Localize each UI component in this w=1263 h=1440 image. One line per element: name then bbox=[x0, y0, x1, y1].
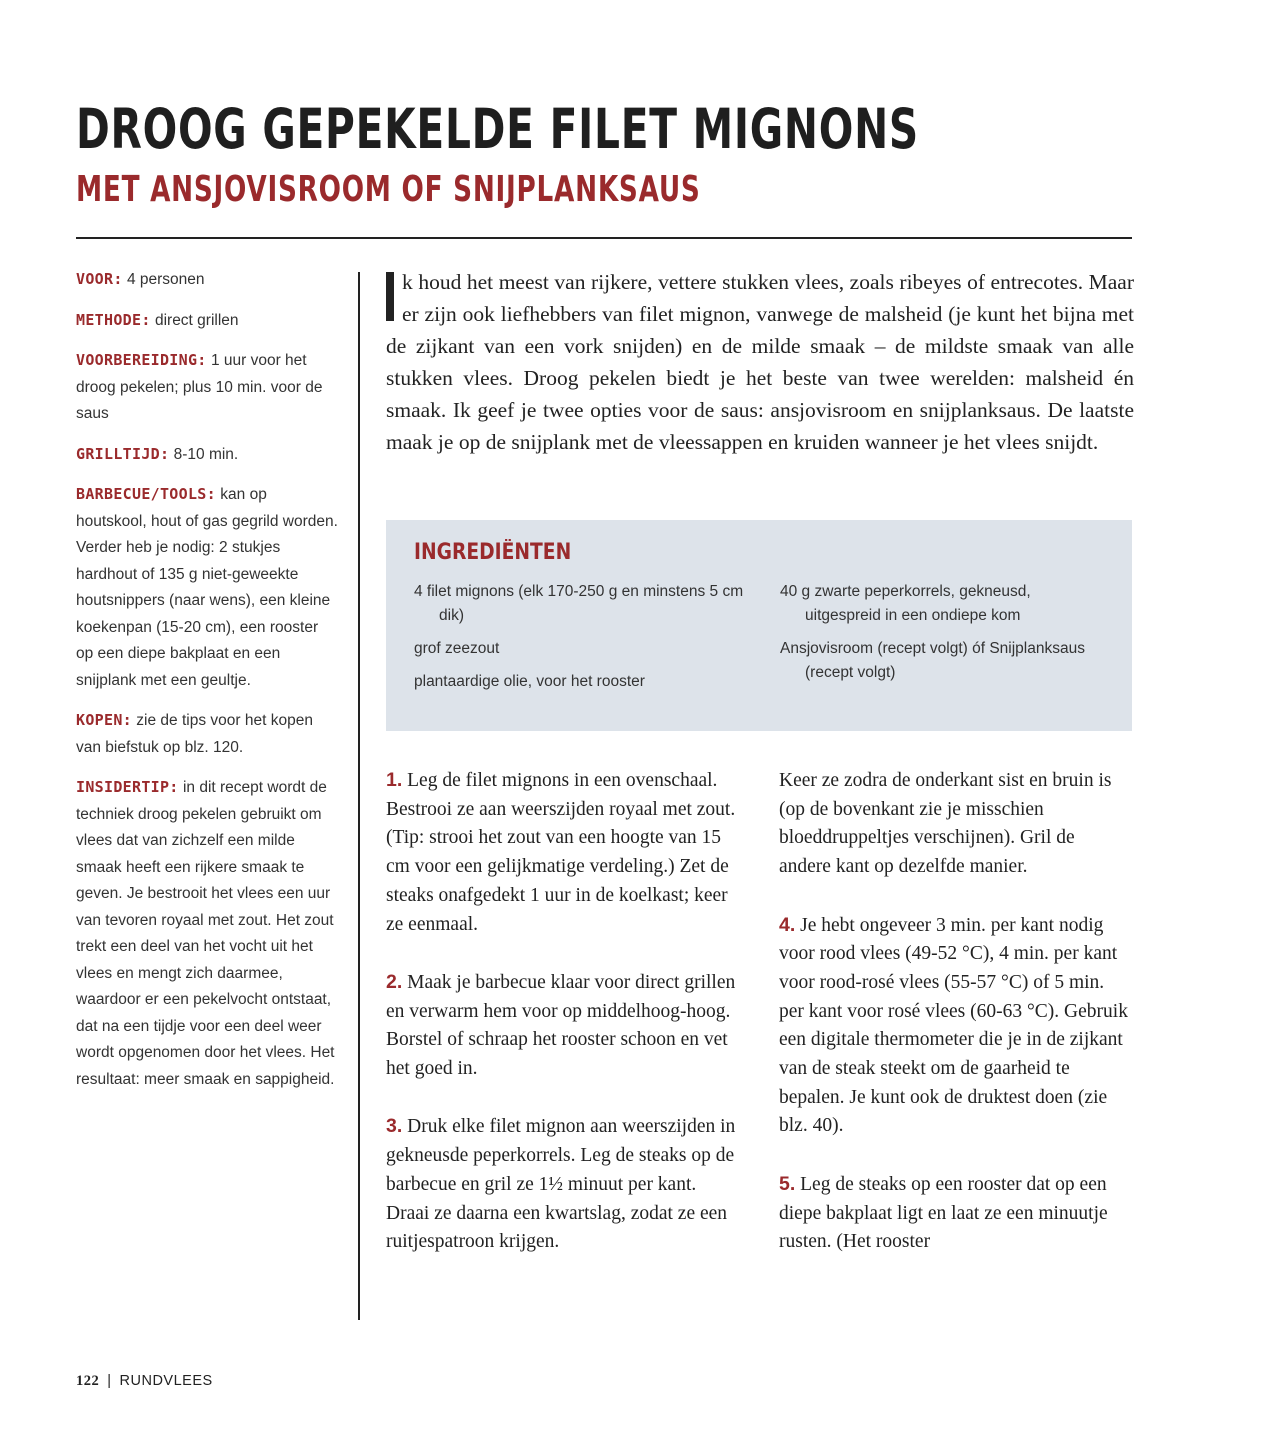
step-number: 4. bbox=[779, 913, 796, 936]
step-3-continued bbox=[779, 766, 1131, 882]
step-1 bbox=[386, 766, 738, 939]
info-label: VOORBEREIDING: bbox=[76, 351, 207, 369]
info-text: kan op houtskool, hout of gas gegrild worden. Verder heb je nodig: 2 stukjes hardhout of 135 g niet-geweekte houtsnippers (naar wens), een kleine koekenpan (15-20 cm), een rooster op een diepe bakplaat en een snijplank met een geultje. bbox=[76, 486, 338, 689]
footer-separator: | bbox=[107, 1373, 112, 1389]
steps-column-right bbox=[779, 766, 1131, 1286]
step-2 bbox=[386, 968, 738, 1084]
drop-cap-i bbox=[386, 272, 394, 321]
info-label: BARBECUE/TOOLS: bbox=[76, 485, 216, 503]
ingredient-item: 40 g zwarte peperkorrels, gekneusd, uitgespreid in een ondiepe kom bbox=[780, 583, 1031, 624]
info-label: KOPEN: bbox=[76, 711, 132, 729]
page-number: 122 bbox=[76, 1373, 100, 1389]
step-text: Maak je barbecue klaar voor direct grillen en verwarm hem voor op middelhoog-hoog. Borstel of schraap het rooster schoon en vet het goed in. bbox=[386, 971, 736, 1080]
ingredients-title: INGREDIËNTEN bbox=[414, 540, 572, 565]
column-divider bbox=[358, 272, 360, 1320]
step-text: Je hebt ongeveer 3 min. per kant nodig voor rood vlees (49-52 °C), 4 min. per kant voor rood-rosé vlees (55-57 °C) of 5 min. per kant voor rosé vlees (60-63 °C). Gebruik een digitale thermometer die je in de zijkant van de steak steekt om de gaarheid te bepalen. Je kunt ook de druktest doen (zie blz. 40). bbox=[779, 914, 1128, 1137]
step-text: Keer ze zodra de onderkant sist en bruin is (op de bovenkant zie je misschien bloeddruppeltjes verschijnen). Gril de andere kant op dezelfde manier. bbox=[779, 770, 1112, 878]
header-divider bbox=[76, 237, 1132, 239]
info-servings bbox=[76, 266, 338, 294]
info-preparation bbox=[76, 347, 338, 428]
intro-paragraph bbox=[386, 266, 1134, 458]
intro-text: k houd het meest van rijkere, vettere stukken vlees, zoals ribeyes of entrecotes. Maar er zijn ook liefhebbers van filet mignon, vanwege de malsheid (je kunt het bijna met de zijkant van een vork snijden) en de milde smaak – de mildste smaak van alle stukken vlees. Droog pekelen biedt je het beste van twee werelden: malsheid én smaak. Ik geef je twee opties voor de saus: ansjovisroom en snijplanksaus. De laatste maak je op de snijplank met de vleessappen en kruiden wanneer je het vlees snijdt. bbox=[386, 270, 1134, 454]
info-text: in dit recept wordt de techniek droog pekelen gebruikt om vlees dat van zichzelf een milde smaak heeft een rijkere smaak te geven. Je bestrooit het vlees een uur van tevoren royaal met zout. Het zout trekt een deel van het vocht uit het vlees en mengt zich daarmee, waardoor er een pekelvocht ontstaat, dat na een tijdje voor een deel weer wordt opgenomen door het vlees. Het resultaat: meer smaak en sappigheid. bbox=[76, 779, 335, 1088]
info-label: GRILLTIJD: bbox=[76, 444, 170, 463]
ingredient-item: 4 filet mignons (elk 170-250 g en minstens 5 cm dik) bbox=[414, 583, 744, 624]
ingredients-column-left bbox=[414, 580, 744, 703]
info-tools bbox=[76, 481, 338, 694]
info-text: 1 uur voor het droog pekelen; plus 10 min. voor de saus bbox=[76, 352, 323, 422]
steps-column-left bbox=[386, 766, 738, 1286]
step-number: 5. bbox=[779, 1172, 796, 1195]
page-subtitle: MET ANSJOVISROOM OF SNIJPLANKSAUS bbox=[76, 169, 701, 210]
step-text: Leg de steaks op een rooster dat op een diepe bakplaat ligt en laat ze een minuutje rusten. (Het rooster bbox=[779, 1173, 1108, 1253]
step-text: Druk elke filet mignon aan weerszijden in gekneusde peperkorrels. Leg de steaks op de barbecue en gril ze 1½ minuut per kant. Draai ze daarna een kwartslag, zodat ze een ruitjespatroon krijgen. bbox=[386, 1116, 736, 1253]
info-insider-tip bbox=[76, 774, 338, 1093]
ingredients-column-right bbox=[780, 580, 1110, 694]
info-text: direct grillen bbox=[150, 311, 239, 329]
info-grill-time bbox=[76, 441, 338, 469]
step-5 bbox=[779, 1170, 1131, 1257]
section-name: RUNDVLEES bbox=[119, 1373, 213, 1389]
info-label: METHODE: bbox=[76, 310, 151, 329]
info-text: 4 personen bbox=[122, 271, 205, 288]
ingredient-item: grof zeezout bbox=[414, 640, 500, 657]
info-label: INSIDERTIP: bbox=[76, 778, 179, 796]
step-3 bbox=[386, 1112, 738, 1257]
step-number: 1. bbox=[386, 769, 403, 791]
ingredient-item: plantaardige olie, voor het rooster bbox=[414, 673, 645, 690]
step-text: Leg de filet mignons in een ovenschaal. Bestrooi ze aan weerszijden royaal met zout. (Tip: strooi het zout van een hoogte van 15 cm voor een gelijkmatige verdeling.) Zet de steaks onafgedekt 1 uur in de koelkast; keer ze eenmaal. bbox=[386, 770, 736, 935]
page-title: DROOG GEPEKELDE FILET MIGNONS bbox=[76, 97, 919, 161]
recipe-info-sidebar bbox=[76, 266, 338, 1106]
info-text: 8-10 min. bbox=[169, 445, 239, 463]
ingredient-item: Ansjovisroom (recept volgt) óf Snijplanksaus (recept volgt) bbox=[780, 640, 1085, 681]
info-method bbox=[76, 307, 338, 335]
info-buying bbox=[76, 707, 338, 761]
page-footer bbox=[76, 1373, 213, 1390]
step-number: 3. bbox=[386, 1115, 403, 1138]
ingredients-box bbox=[386, 520, 1132, 731]
info-text: zie de tips voor het kopen van biefstuk op blz. 120. bbox=[76, 712, 313, 756]
step-number: 2. bbox=[386, 970, 403, 993]
step-4 bbox=[779, 911, 1131, 1142]
info-label: VOOR: bbox=[76, 270, 123, 288]
